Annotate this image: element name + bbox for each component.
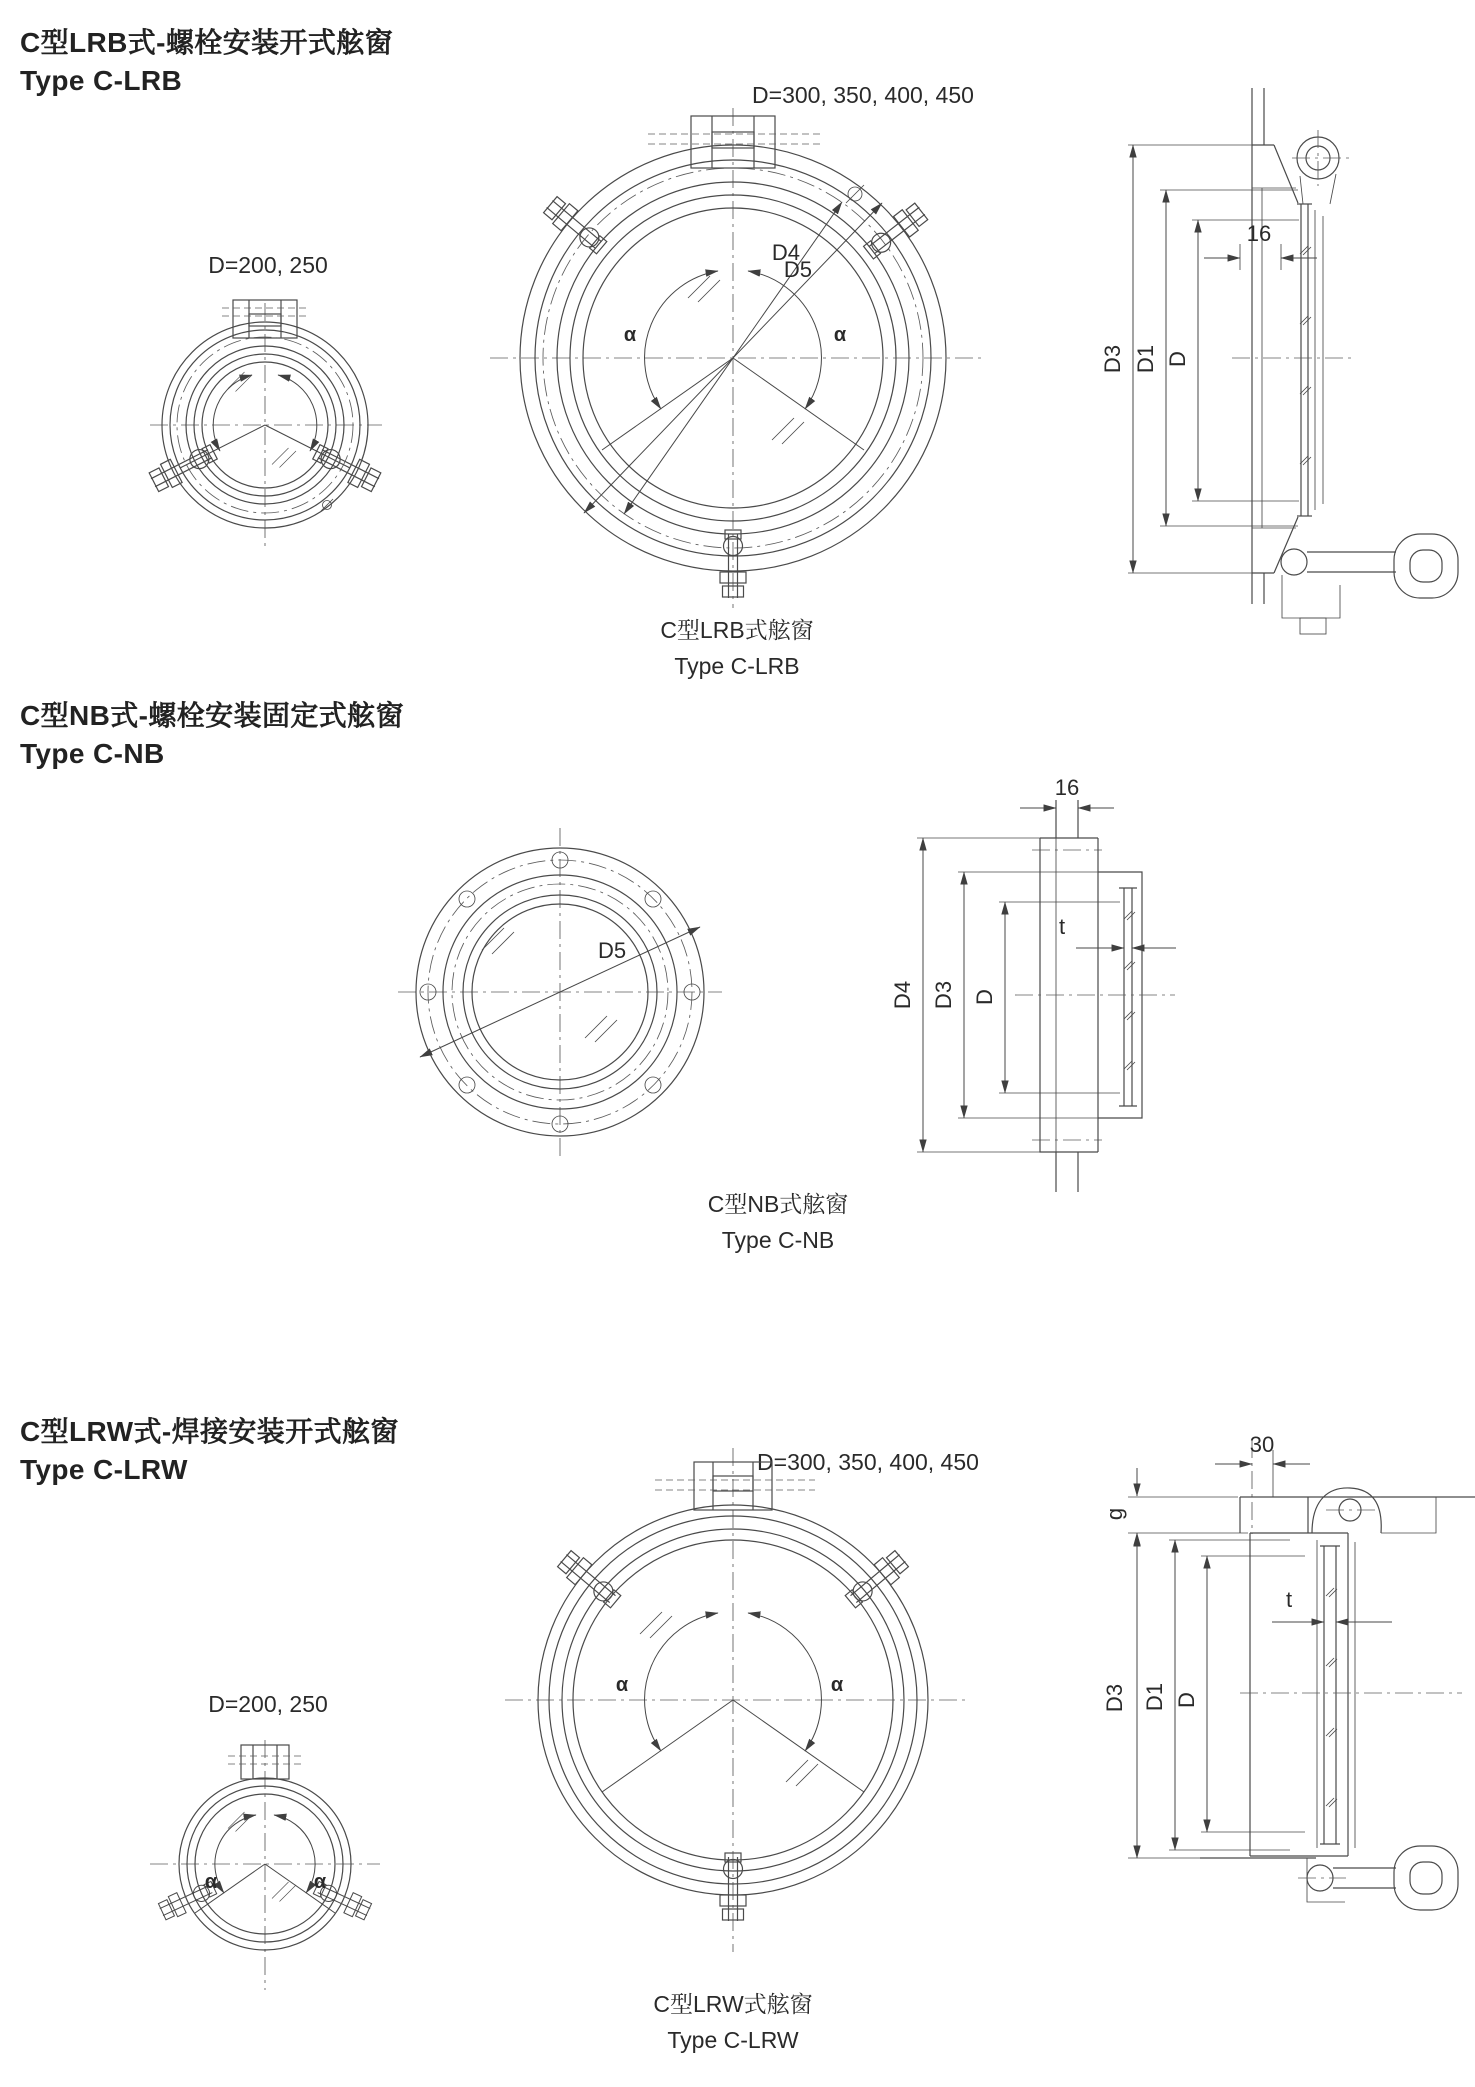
lrb-side-section-view (1100, 88, 1458, 634)
swing-bolt-clamp (541, 194, 610, 258)
nb-side-section-view (890, 775, 1176, 1192)
hinge-pin (1292, 130, 1352, 204)
lrb-caption-zh: C型LRB式舷窗 (660, 617, 814, 643)
glass-hatch (786, 1760, 818, 1786)
lrw-main-front-view (505, 1448, 979, 1952)
dim-label-d: D (1174, 1692, 1199, 1708)
glass-hatch (585, 1016, 617, 1042)
lrw-caption-en: Type C-LRW (667, 2027, 799, 2053)
dim-label-t: t (1285, 1587, 1293, 1612)
dim-label-30: 30 (1249, 1432, 1275, 1457)
dim-label-d1: D1 (1142, 1682, 1167, 1712)
dim-label-d4: D4 (771, 240, 800, 265)
hinge-pin (1312, 1488, 1436, 1533)
phi-diameter-symbol (846, 185, 864, 203)
section-lrb-title-zh: C型LRB式-螺栓安装开式舷窗 (20, 27, 394, 58)
section-nb-title-zh: C型NB式-螺栓安装固定式舷窗 (20, 700, 404, 731)
dim-label-alpha: α (833, 324, 847, 346)
lrb-small-diameter-label: D=200, 250 (208, 252, 328, 278)
dim-label-d: D (1165, 351, 1190, 367)
lrb-main-front-view (490, 82, 985, 608)
dim-label-d: D (972, 989, 997, 1005)
dim-label-d4: D4 (890, 980, 915, 1010)
dim-label-alpha: α (623, 324, 637, 346)
nb-caption-zh: C型NB式舷窗 (707, 1191, 849, 1217)
dim-label-16: 16 (1054, 775, 1080, 800)
swing-bolt-clamp (860, 201, 930, 263)
lrb-large-diameter-label: D=300, 350, 400, 450 (752, 82, 974, 108)
dim-label-alpha: α (204, 1871, 218, 1893)
dim-label-d5: D5 (783, 257, 812, 282)
glass-pane (1119, 888, 1137, 1106)
swing-bolt-clamp (842, 1548, 911, 1612)
glass-pane (1297, 204, 1312, 516)
dim-label-d1: D1 (1133, 344, 1158, 374)
dim-label-alpha: α (830, 1674, 844, 1696)
dim-label-alpha: α (313, 1871, 327, 1893)
section-lrw-title-en: Type C-LRW (20, 1454, 188, 1485)
dim-label-t: t (1058, 914, 1066, 939)
lrw-small-diameter-label: D=200, 250 (208, 1691, 328, 1717)
swing-bolt-clamp (555, 1548, 624, 1612)
glass-hatch (640, 1612, 672, 1638)
lrw-large-diameter-label: D=300, 350, 400, 450 (757, 1449, 979, 1475)
glass-hatch (272, 448, 296, 468)
dim-label-16: 16 (1246, 221, 1272, 246)
lrw-small-front-view (150, 1691, 380, 1990)
glass-pane (1320, 1546, 1340, 1844)
lrb-small-front-view (147, 252, 383, 549)
nb-front-view (398, 828, 722, 1158)
swing-bolt-handle (1281, 534, 1458, 634)
lrw-caption-zh: C型LRW式舷窗 (653, 1991, 813, 2017)
section-nb-title-en: Type C-NB (20, 738, 165, 769)
dim-label-d3: D3 (1102, 1683, 1127, 1713)
glass-hatch (688, 276, 720, 302)
lrb-caption-en: Type C-LRB (674, 653, 800, 679)
dim-label-d3: D3 (1100, 344, 1125, 374)
section-lrb-title-en: Type C-LRB (20, 65, 183, 96)
glass-hatch (272, 1882, 296, 1902)
dim-label-alpha: α (615, 1674, 629, 1696)
section-lrw-title-zh: C型LRW式-焊接安装开式舷窗 (20, 1416, 399, 1447)
glass-hatch (772, 418, 804, 444)
glass-hatch (228, 1812, 252, 1832)
dim-label-d5: D5 (597, 938, 627, 963)
nb-caption-en: Type C-NB (721, 1227, 835, 1253)
dim-label-g: g (1102, 1507, 1127, 1521)
glass-hatch (482, 928, 514, 954)
lrw-side-section-view (1102, 1432, 1475, 1910)
glass-hatch (228, 372, 252, 392)
dim-label-d3: D3 (931, 980, 956, 1010)
